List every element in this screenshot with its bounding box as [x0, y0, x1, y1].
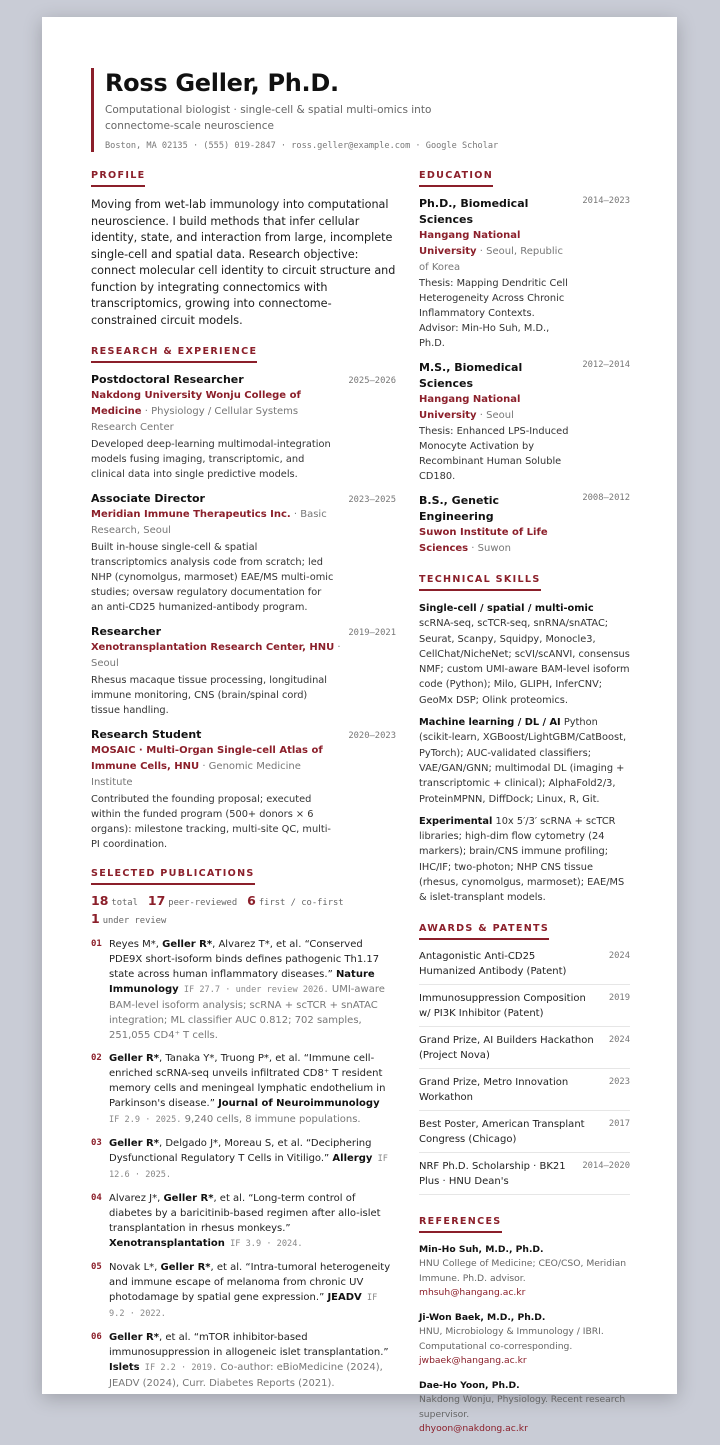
- education-item-header: [419, 196, 630, 228]
- publication-citation: [109, 1136, 392, 1183]
- reference-description: Nakdong Wonju, Physiology. Recent research supervisor.: [419, 1394, 626, 1420]
- skills-list: [419, 601, 630, 906]
- stat-label: first / co-first: [258, 898, 344, 908]
- award-name: Best Poster, American Transplant Congress (Chicago): [419, 1118, 585, 1145]
- job-title: Associate Director: [91, 492, 205, 505]
- skill-group: [419, 601, 630, 708]
- reference-name: Ji-Won Baek, M.D., Ph.D.: [419, 1311, 546, 1323]
- publication-citation: [109, 1260, 392, 1322]
- job-organization: [91, 640, 341, 672]
- publication-journal: Islets: [109, 1362, 140, 1373]
- organization-location: · Seoul: [91, 642, 341, 669]
- experience-item-header: [91, 491, 396, 507]
- publication-title: , Alvarez T*, et al. “Conserved PDE9X short-isoform binds defines pathogenic Th1.17 state across human inflammatory diseases.”: [109, 939, 380, 980]
- reference-item: [419, 1243, 630, 1301]
- awards-list: [419, 943, 630, 1195]
- publication-meta: IF 2.9 · 2025.: [109, 1115, 182, 1125]
- stat-number: 1: [91, 911, 100, 926]
- section-title-publications: SELECTED PUBLICATIONS: [91, 868, 255, 885]
- stat-label: under review: [102, 916, 167, 926]
- publication-meta: IF 27.7 · under review 2026.: [178, 985, 329, 995]
- education-item: [419, 196, 630, 351]
- organization-name: Nakdong University Wonju College of Medicine: [91, 390, 301, 417]
- job-years: 2020–2023: [348, 731, 396, 741]
- organization-name: Xenotransplantation Research Center, HNU: [91, 642, 335, 653]
- award-item: [419, 985, 630, 1027]
- experience-item-header: [91, 727, 396, 743]
- publication-number: 06: [91, 1332, 102, 1342]
- stat-label: total: [111, 898, 138, 908]
- degree-description: Thesis: Mapping Dendritic Cell Heterogeneity Across Chronic Inflammatory Contexts. Advisor: Min-Ho Suh, M.D., Ph.D.: [419, 278, 568, 349]
- degree-institution: [419, 392, 569, 424]
- job-organization: [91, 507, 341, 539]
- reference-name: Dae-Ho Yoon, Ph.D.: [419, 1379, 520, 1391]
- award-year: 2019: [608, 992, 630, 1003]
- stat-number: 6: [247, 893, 256, 908]
- award-item: [419, 1027, 630, 1069]
- references-list: [419, 1243, 630, 1437]
- publication-number: 01: [91, 939, 102, 949]
- degree-years: 2012–2014: [582, 360, 630, 370]
- publication-citation: [109, 1191, 392, 1252]
- award-name: Grand Prize, Metro Innovation Workathon: [419, 1076, 569, 1103]
- experience-item: [91, 372, 396, 482]
- award-name: NRF Ph.D. Scholarship · BK21 Plus · HNU Dean's: [419, 1160, 566, 1187]
- publication-item: [91, 1136, 396, 1183]
- skill-group-text: 10x 5′/3′ scRNA + scTCR libraries; high-dim flow cytometry (24 markers); brain/CNS immune profiling; IHC/IF; two-photon; NHP CNS tissue (rhesus, cynomolgus, marmoset); EAE/MS & islet-transplant models.: [419, 815, 625, 904]
- education-item: [419, 360, 630, 484]
- publication-citation: [109, 1051, 392, 1128]
- award-year: 2024: [608, 1034, 630, 1045]
- education-item-header: [419, 493, 630, 525]
- reference-email[interactable]: jwbaek@hangang.ac.kr: [419, 1355, 527, 1367]
- publication-meta: IF 3.9 · 2024.: [224, 1239, 303, 1249]
- publication-item: [91, 937, 396, 1043]
- experience-item: [91, 624, 396, 718]
- degree-institution: [419, 525, 569, 557]
- publication-title: , et al. “Intra-tumoral heterogeneity and immune escape of melanoma from chronic UV photodamage by spatial gene expression.”: [109, 1262, 391, 1303]
- organization-location: · Basic Research, Seoul: [91, 509, 327, 536]
- degree-title: Ph.D., Biomedical Sciences: [419, 197, 529, 226]
- reference-email[interactable]: mhsuh@hangang.ac.kr: [419, 1287, 526, 1299]
- publication-item: [91, 1330, 396, 1391]
- profile-text: Moving from wet-lab immunology into computational neuroscience. I build methods that infer cellular identity, state, and interaction from large, incomplete single-cell and spatial data. Research objective: connect molecular cell identity to circuit structure and function by integrating connectomics with transcriptomics, growing into connectome-constrained circuit models.: [91, 198, 396, 327]
- organization-name: MOSAIC · Multi-Organ Single-cell Atlas of Immune Cells, HNU: [91, 745, 323, 772]
- job-years: 2025–2026: [348, 376, 396, 386]
- experience-item-header: [91, 624, 396, 640]
- publication-journal: Journal of Neuroimmunology: [218, 1098, 380, 1109]
- publication-title: , et al. “Long-term control of diabetes by a baricitinib-based regimen after allo-islet transplantation in rhesus monkeys.”: [109, 1193, 381, 1234]
- job-title: Research Student: [91, 728, 202, 741]
- job-organization: [91, 388, 341, 436]
- resume-page: [42, 17, 677, 1435]
- reference-item: [419, 1311, 630, 1369]
- education-list: [419, 196, 630, 557]
- publication-note: Co-author: eBioMedicine (2024), JEADV (2024), Curr. Diabetes Reports (2021).: [109, 1362, 383, 1389]
- publication-journal: Allergy: [332, 1153, 373, 1164]
- award-name: Antagonistic Anti-CD25 Humanized Antibody (Patent): [419, 950, 567, 977]
- organization-location: · Genomic Medicine Institute: [91, 761, 301, 788]
- publication-title: , et al. “mTOR inhibitor-based immunosuppression in allogeneic islet transplantation.”: [109, 1332, 389, 1358]
- experience-item-header: [91, 372, 396, 388]
- award-year: 2024: [608, 950, 630, 961]
- skill-group-label: Single-cell / spatial / multi-omic: [419, 603, 594, 614]
- job-organization: [91, 743, 341, 791]
- publication-authors: Novak L*,: [109, 1262, 161, 1273]
- publication-self-author: Geller R*: [109, 1332, 159, 1343]
- reference-email[interactable]: dhyoon@nakdong.ac.kr: [419, 1423, 528, 1435]
- publication-item: [91, 1191, 396, 1252]
- publication-citation: [109, 1330, 392, 1391]
- publication-number: 05: [91, 1262, 102, 1272]
- publication-journal: Xenotransplantation: [109, 1238, 225, 1249]
- publication-item: [91, 1051, 396, 1128]
- skill-group-label: Machine learning / DL / AI: [419, 717, 561, 729]
- candidate-tagline: Computational biologist · single-cell & spatial multi-omics into connectome-scale neuroscience: [105, 104, 432, 132]
- publication-authors: Reyes M*,: [109, 939, 163, 950]
- award-item: [419, 943, 630, 985]
- section-title-awards: AWARDS & PATENTS: [419, 923, 549, 940]
- award-item: [419, 1153, 630, 1195]
- publication-number: 02: [91, 1053, 102, 1063]
- candidate-name: Ross Geller, Ph.D.: [105, 69, 339, 97]
- publication-self-author: Geller R*: [162, 939, 213, 950]
- job-description: Built in-house single-cell & spatial transcriptomics analysis code from scratch; led NHP (cynomolgus, marmoset) EAE/MS multi-omic studies; oversaw regulatory documentation for an anti-CD25 humanized-antibody program.: [91, 542, 334, 613]
- award-year: 2023: [608, 1076, 630, 1087]
- institution-location: · Suwon: [468, 543, 511, 554]
- publication-self-author: Geller R*: [163, 1193, 214, 1204]
- skill-group-text: Python (scikit-learn, XGBoost/LightGBM/CatBoost, PyTorch); AUC-validated classifiers; VAE/GAN/GNN; multimodal DL (imaging + transcriptomic + clinical); AlphaFold2/3, ProteinMPNN, DiffDock; Linux, R, Git.: [419, 717, 627, 805]
- award-name: Immunosuppression Composition w/ PI3K Inhibitor (Patent): [419, 992, 586, 1019]
- publication-self-author: Geller R*: [160, 1262, 211, 1273]
- degree-institution: [419, 228, 569, 276]
- job-years: 2023–2025: [348, 495, 396, 505]
- reference-item: [419, 1379, 630, 1437]
- publication-title: , Delgado J*, Moreau S, et al. “Deciphering Dysfunctional Regulatory T Cells in Vitiligo.”: [109, 1138, 372, 1164]
- publication-journal: JEADV: [327, 1292, 362, 1303]
- award-name: Grand Prize, AI Builders Hackathon (Project Nova): [419, 1034, 594, 1061]
- experience-list: [91, 372, 396, 852]
- skill-group-text: scRNA-seq, scTCR-seq, snRNA/snATAC; Seurat, Scanpy, Squidpy, Monocle3, CellChat/NicheNet; scVI/scANVI, consensus NMF; custom UMI-aware BAM-level isoform code (Python); Milo, GLIPH, InferCNV; GeoMx DSP; Olink proteomics.: [419, 618, 630, 706]
- institution-location: · Seoul, Republic of Korea: [419, 246, 563, 273]
- job-description: Developed deep-learning multimodal-integration models fusing imaging, transcriptomic, and clinical data into single predictive models.: [91, 439, 331, 480]
- publication-number: 03: [91, 1138, 102, 1148]
- stat-number: 17: [147, 893, 166, 908]
- publication-meta: IF 2.2 · 2019.: [139, 1363, 218, 1373]
- resume-header: [91, 68, 605, 152]
- education-item: [419, 493, 630, 557]
- reference-description: HNU College of Medicine; CEO/CSO, Meridian Immune. Ph.D. advisor.: [419, 1258, 627, 1284]
- degree-title: B.S., Genetic Engineering: [419, 494, 500, 523]
- publication-note: UMI-aware BAM-level isoform analysis; scRNA + scTCR + snATAC integration; ML classifier AUC 0.812; 702 samples, 251,055 CD4⁺ T cells.: [109, 984, 385, 1041]
- organization-location: · Physiology / Cellular Systems Research Center: [91, 406, 299, 433]
- stat-label: peer-reviewed: [168, 898, 238, 908]
- skill-group-label: Experimental: [419, 815, 493, 827]
- publication-note: 9,240 cells, 8 immune populations.: [181, 1114, 361, 1125]
- education-item-header: [419, 360, 630, 392]
- experience-item: [91, 727, 396, 852]
- degree-years: 2008–2012: [582, 493, 630, 503]
- publication-self-author: Geller R*: [109, 1138, 159, 1149]
- contact-line: Boston, MA 02135 · (555) 019-2847 · ross.geller@example.com · Google Scholar: [105, 141, 499, 151]
- award-item: [419, 1069, 630, 1111]
- publication-list: [91, 937, 396, 1391]
- institution-name: Hangang National University: [419, 394, 521, 421]
- skill-group: [419, 715, 630, 807]
- skill-group: [419, 814, 630, 906]
- publication-meta: IF 12.6 · 2025.: [109, 1154, 388, 1180]
- stat-number: 18: [91, 893, 109, 908]
- degree-title: M.S., Biomedical Sciences: [419, 361, 523, 390]
- right-column: [419, 163, 630, 1437]
- section-title-references: REFERENCES: [419, 1216, 502, 1233]
- job-title: Researcher: [91, 625, 162, 638]
- section-title-skills: TECHNICAL SKILLS: [419, 574, 541, 591]
- institution-location: · Seoul: [476, 410, 514, 421]
- institution-name: Hangang National University: [419, 230, 521, 257]
- section-title-profile: PROFILE: [91, 170, 145, 187]
- job-description: Contributed the founding proposal; executed within the funded program (500+ donors × 6 organs): milestone tracking, multi-site QC, multi-PI coordination.: [91, 794, 331, 850]
- job-description: Rhesus macaque tissue processing, longitudinal immune monitoring, CNS (brain/spinal cord) tissue handling.: [91, 675, 328, 716]
- reference-name: Min-Ho Suh, M.D., Ph.D.: [419, 1243, 544, 1255]
- reference-description: HNU, Microbiology & Immunology / IBRI. Computational co-corresponding.: [419, 1326, 604, 1352]
- experience-item: [91, 491, 396, 615]
- left-column: [91, 163, 396, 1391]
- publication-item: [91, 1260, 396, 1322]
- publication-stats: [91, 893, 371, 929]
- section-title-education: EDUCATION: [419, 170, 493, 187]
- award-year: 2017: [608, 1118, 630, 1129]
- publication-meta: IF 9.2 · 2022.: [109, 1293, 378, 1319]
- publication-journal: Nature Immunology: [109, 969, 375, 995]
- publication-citation: [109, 937, 392, 1043]
- publication-authors: Alvarez J*,: [109, 1193, 164, 1204]
- job-title: Postdoctoral Researcher: [91, 373, 244, 386]
- publication-number: 04: [91, 1193, 102, 1203]
- publication-self-author: Geller R*: [109, 1053, 159, 1064]
- institution-name: Suwon Institute of Life Sciences: [419, 527, 548, 554]
- award-item: [419, 1111, 630, 1153]
- job-years: 2019–2021: [348, 628, 396, 638]
- section-title-experience: RESEARCH & EXPERIENCE: [91, 346, 257, 363]
- organization-name: Meridian Immune Therapeutics Inc.: [91, 509, 291, 520]
- publication-title: , Tanaka Y*, Truong P*, et al. “Immune cell-enriched scRNA-seq unveils infiltrated CD8⁺ T resident memory cells and meningeal lymphatic endothelium in Parkinson's disease.”: [109, 1053, 386, 1109]
- degree-years: 2014–2023: [582, 196, 630, 206]
- degree-description: Thesis: Enhanced LPS-Induced Monocyte Activation by Recombinant Human Soluble CD180.: [419, 426, 569, 482]
- award-year: 2014–2020: [582, 1160, 630, 1171]
